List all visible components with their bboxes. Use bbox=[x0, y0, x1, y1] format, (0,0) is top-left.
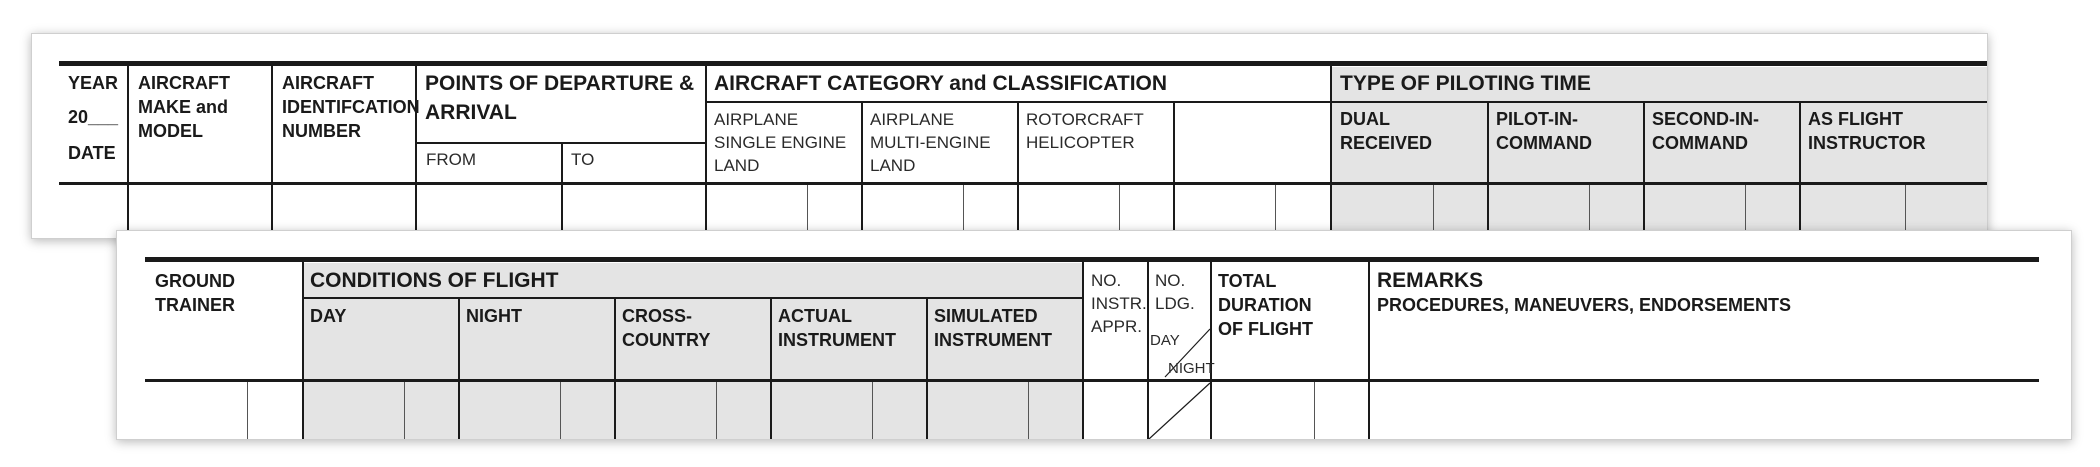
landings-night-label: NIGHT bbox=[1168, 360, 1215, 377]
piloting-time-header: TYPE OF PILOTING TIME bbox=[1340, 72, 1591, 95]
conditions-col-day: DAY bbox=[310, 306, 347, 326]
points-divider bbox=[415, 142, 705, 144]
conditions-col-actual-instrument: ACTUAL INSTRUMENT bbox=[778, 306, 896, 350]
conditions-col-cross-country: CROSS- COUNTRY bbox=[622, 306, 711, 350]
col-divider bbox=[1799, 101, 1801, 238]
col-divider bbox=[1487, 101, 1489, 238]
cents-divider bbox=[872, 382, 873, 439]
col-divider bbox=[1082, 260, 1084, 439]
conditions-col-night: NIGHT bbox=[466, 306, 522, 326]
category-col-3: ROTORCRAFT HELICOPTER bbox=[1026, 110, 1144, 152]
from-label: FROM bbox=[426, 150, 477, 169]
cents-divider bbox=[1314, 382, 1315, 439]
col-divider bbox=[926, 297, 928, 439]
col-divider bbox=[705, 64, 707, 238]
piloting-col-dual: DUAL RECEIVED bbox=[1340, 109, 1433, 153]
col-divider bbox=[1330, 64, 1332, 238]
top-rule bbox=[145, 257, 2039, 262]
landings-header: NO. LDG. bbox=[1155, 271, 1195, 313]
remarks-subheader: PROCEDURES, MANEUVERS, ENDORSEMENTS bbox=[1377, 295, 1792, 315]
col-divider bbox=[770, 297, 772, 439]
category-divider bbox=[705, 101, 1987, 103]
col-divider bbox=[302, 260, 304, 439]
total-duration-header: TOTAL DURATION OF FLIGHT bbox=[1218, 271, 1313, 339]
col-divider bbox=[1368, 260, 1370, 439]
piloting-col-instructor: AS FLIGHT INSTRUCTOR bbox=[1808, 109, 1926, 153]
year-label: YEAR bbox=[68, 73, 119, 93]
conditions-divider bbox=[302, 297, 1082, 299]
points-header: POINTS OF DEPARTURE & ARRIVAL bbox=[425, 72, 695, 124]
col-divider bbox=[561, 142, 563, 238]
ground-trainer-header: GROUND TRAINER bbox=[155, 271, 235, 315]
to-label: TO bbox=[571, 150, 595, 169]
cents-divider bbox=[560, 382, 561, 439]
col-divider bbox=[1017, 101, 1019, 238]
landings-day-label: DAY bbox=[1150, 332, 1180, 349]
year-prefix: 20___ bbox=[68, 107, 119, 127]
remarks-header: REMARKS bbox=[1377, 269, 1484, 292]
col-divider bbox=[1643, 101, 1645, 238]
col-divider bbox=[861, 101, 863, 238]
header-bottom-rule bbox=[59, 182, 1987, 185]
aircraft-id-header: AIRCRAFT IDENTIFCATION NUMBER bbox=[282, 73, 420, 141]
col-divider bbox=[458, 297, 460, 439]
conditions-header: CONDITIONS OF FLIGHT bbox=[310, 269, 559, 292]
col-divider bbox=[127, 64, 129, 238]
logbook-left-page bbox=[31, 33, 1988, 239]
col-divider bbox=[1173, 101, 1175, 238]
cents-divider bbox=[404, 382, 405, 439]
cents-divider bbox=[716, 382, 717, 439]
top-rule bbox=[59, 61, 1987, 66]
col-divider bbox=[614, 297, 616, 439]
cents-divider bbox=[247, 382, 248, 439]
piloting-col-sic: SECOND-IN- COMMAND bbox=[1652, 109, 1759, 153]
cents-divider bbox=[1028, 382, 1029, 439]
category-header: AIRCRAFT CATEGORY and CLASSIFICATION bbox=[714, 72, 1168, 95]
aircraft-make-model-header: AIRCRAFT MAKE and MODEL bbox=[138, 73, 230, 141]
instrument-approaches-header: NO. INSTR. APPR. bbox=[1091, 271, 1147, 336]
logbook-right-page bbox=[116, 230, 2072, 440]
col-divider bbox=[271, 64, 273, 238]
category-col-1: AIRPLANE SINGLE ENGINE LAND bbox=[714, 110, 847, 175]
date-label: DATE bbox=[68, 143, 116, 163]
header-bottom-rule bbox=[145, 379, 2039, 382]
conditions-col-simulated-instrument: SIMULATED INSTRUMENT bbox=[934, 306, 1052, 350]
category-col-2: AIRPLANE MULTI-ENGINE LAND bbox=[870, 110, 991, 175]
piloting-col-pic: PILOT-IN- COMMAND bbox=[1496, 109, 1592, 153]
